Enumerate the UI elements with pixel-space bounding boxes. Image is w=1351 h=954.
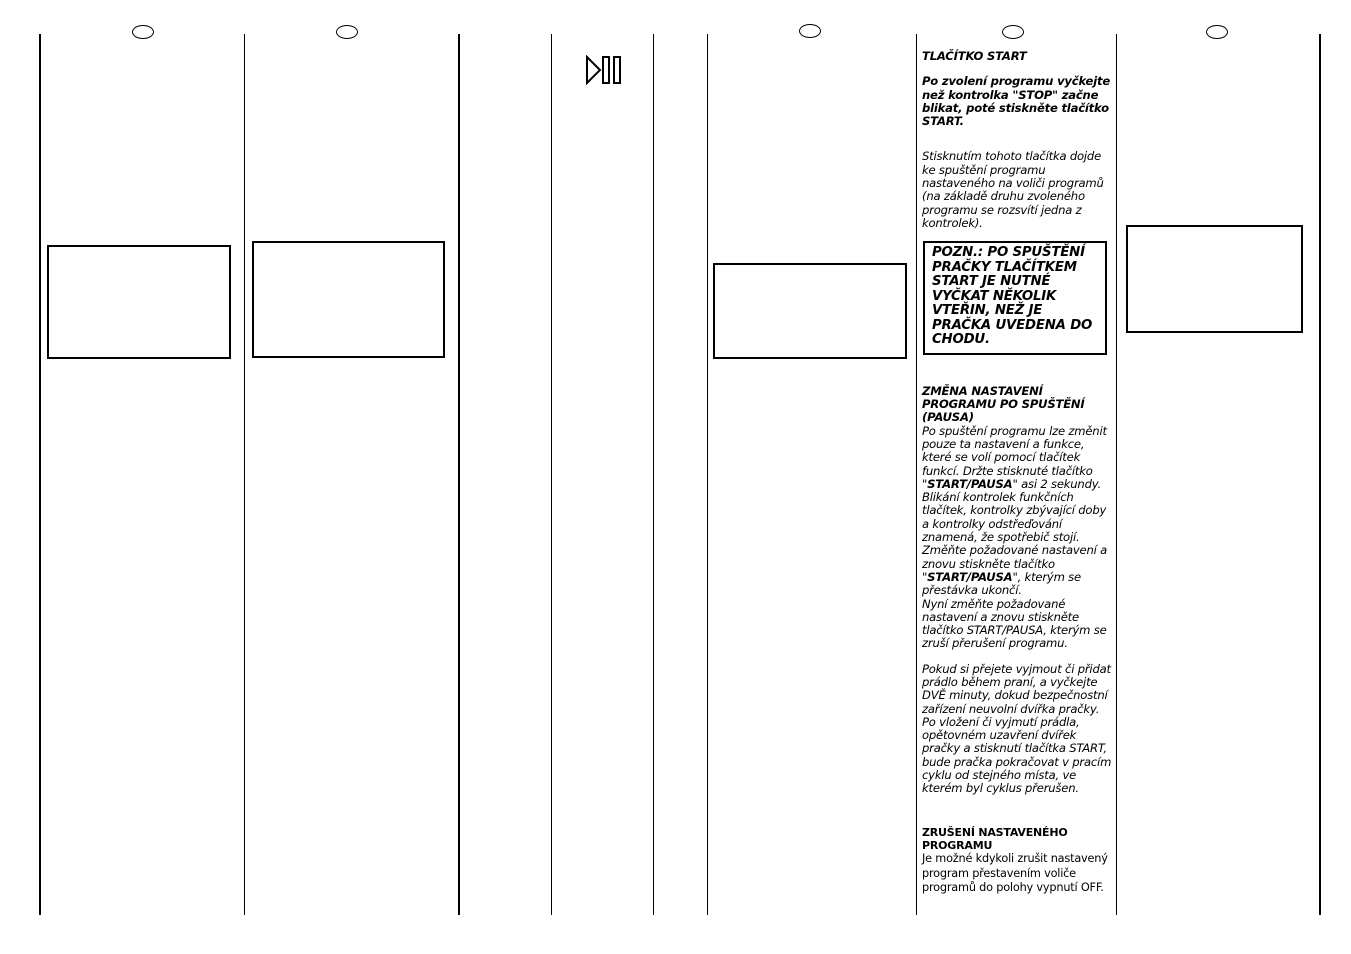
empty-note-box (47, 245, 231, 359)
pause-paragraph (922, 425, 1114, 598)
empty-note-box (713, 263, 907, 359)
laundry-paragraph-1: Pokud si přejete vyjmout či přidat prádlo během praní, a vyčkejte DVĚ minuty, dokud bezpečnostní zařízení neuvolní dvířka pračky. (922, 661, 1111, 716)
column-rule (916, 34, 917, 915)
pause-bold-1: START/PAUSA (927, 476, 1013, 491)
column-rule (39, 34, 41, 915)
language-oval-icon (336, 25, 358, 39)
cancel-paragraph: Je možné kdykoli zrušit nastavený program přestavením voliče programů do polohy vypnutí OFF. (922, 852, 1108, 895)
column-rule (1319, 34, 1321, 915)
empty-note-box (1126, 225, 1303, 333)
empty-note-box (252, 241, 445, 358)
pause-paragraph-2: Nyní změňte požadované nastavení a znovu stiskněte tlačítko START/PAUSA, kterým se zruší přerušení programu. (922, 596, 1107, 651)
pause-bold-2: START/PAUSA (927, 569, 1013, 584)
start-description: Stisknutím tohoto tlačítka dojde ke spuštění programu nastaveného na voliči programů (na základě druhu zvoleného programu se rozsvítí jedna z kontrolek). (922, 149, 1104, 230)
pause-heading: ZMĚNA NASTAVENÍ PROGRAMU PO SPUŠTĚNÍ (PAUSA) (922, 383, 1085, 425)
note-text: POZN.: PO SPUŠTĚNÍ PRAČKY TLAČÍTKEM START JE NUTNÉ VYČKAT NĚKOLIK VTEŘIN, NEŽ JE PRAČKA UVEDENA DO CHODU. (932, 245, 1093, 348)
start-instruction: Po zvolení programu vyčkejte než kontrolka "STOP" začne blikat, poté stiskněte tlačítko START. (922, 74, 1110, 129)
language-oval-icon (1002, 25, 1024, 39)
column-rule (458, 34, 460, 915)
pause-text-1: Po spuštění programu lze změnit pouze ta nastavení a funkce, které se volí pomocí tlačítek funkcí. Držte stisknuté tlačítko " (922, 423, 1107, 491)
laundry-paragraph-2: Po vložení či vyjmutí prádla, opětovném uzavření dvířek pračky a stisknutí tlačítka START, bude pračka pokračovat v pracím cyklu od stejného místa, ve kterém byl cyklus přerušen. (922, 714, 1112, 796)
pause-text-3: ", kterým se přestávka ukončí. (922, 569, 1081, 598)
column-rule (244, 34, 245, 915)
play-pause-icon (584, 55, 624, 85)
column-rule (1116, 34, 1117, 915)
note-box (923, 241, 1107, 355)
instructions-column (922, 50, 1114, 896)
start-button-heading: TLAČÍTKO START (922, 49, 1027, 63)
pause-text-2: " asi 2 sekundy. Blikání kontrolek funkčních tlačítek, kontrolky zbývající doby a kontrolky odstřeďování znamená, že spotřebič stojí. Změňte požadované nastavení a znovu stiskněte tlačítko " (922, 476, 1108, 584)
language-oval-icon (1206, 25, 1228, 39)
language-oval-icon (799, 24, 821, 38)
column-rule (551, 34, 552, 915)
column-rule (707, 34, 708, 915)
column-rule (653, 34, 654, 915)
cancel-heading: ZRUŠENÍ NASTAVENÉHO PROGRAMU (922, 825, 1068, 852)
language-oval-icon (132, 25, 154, 39)
